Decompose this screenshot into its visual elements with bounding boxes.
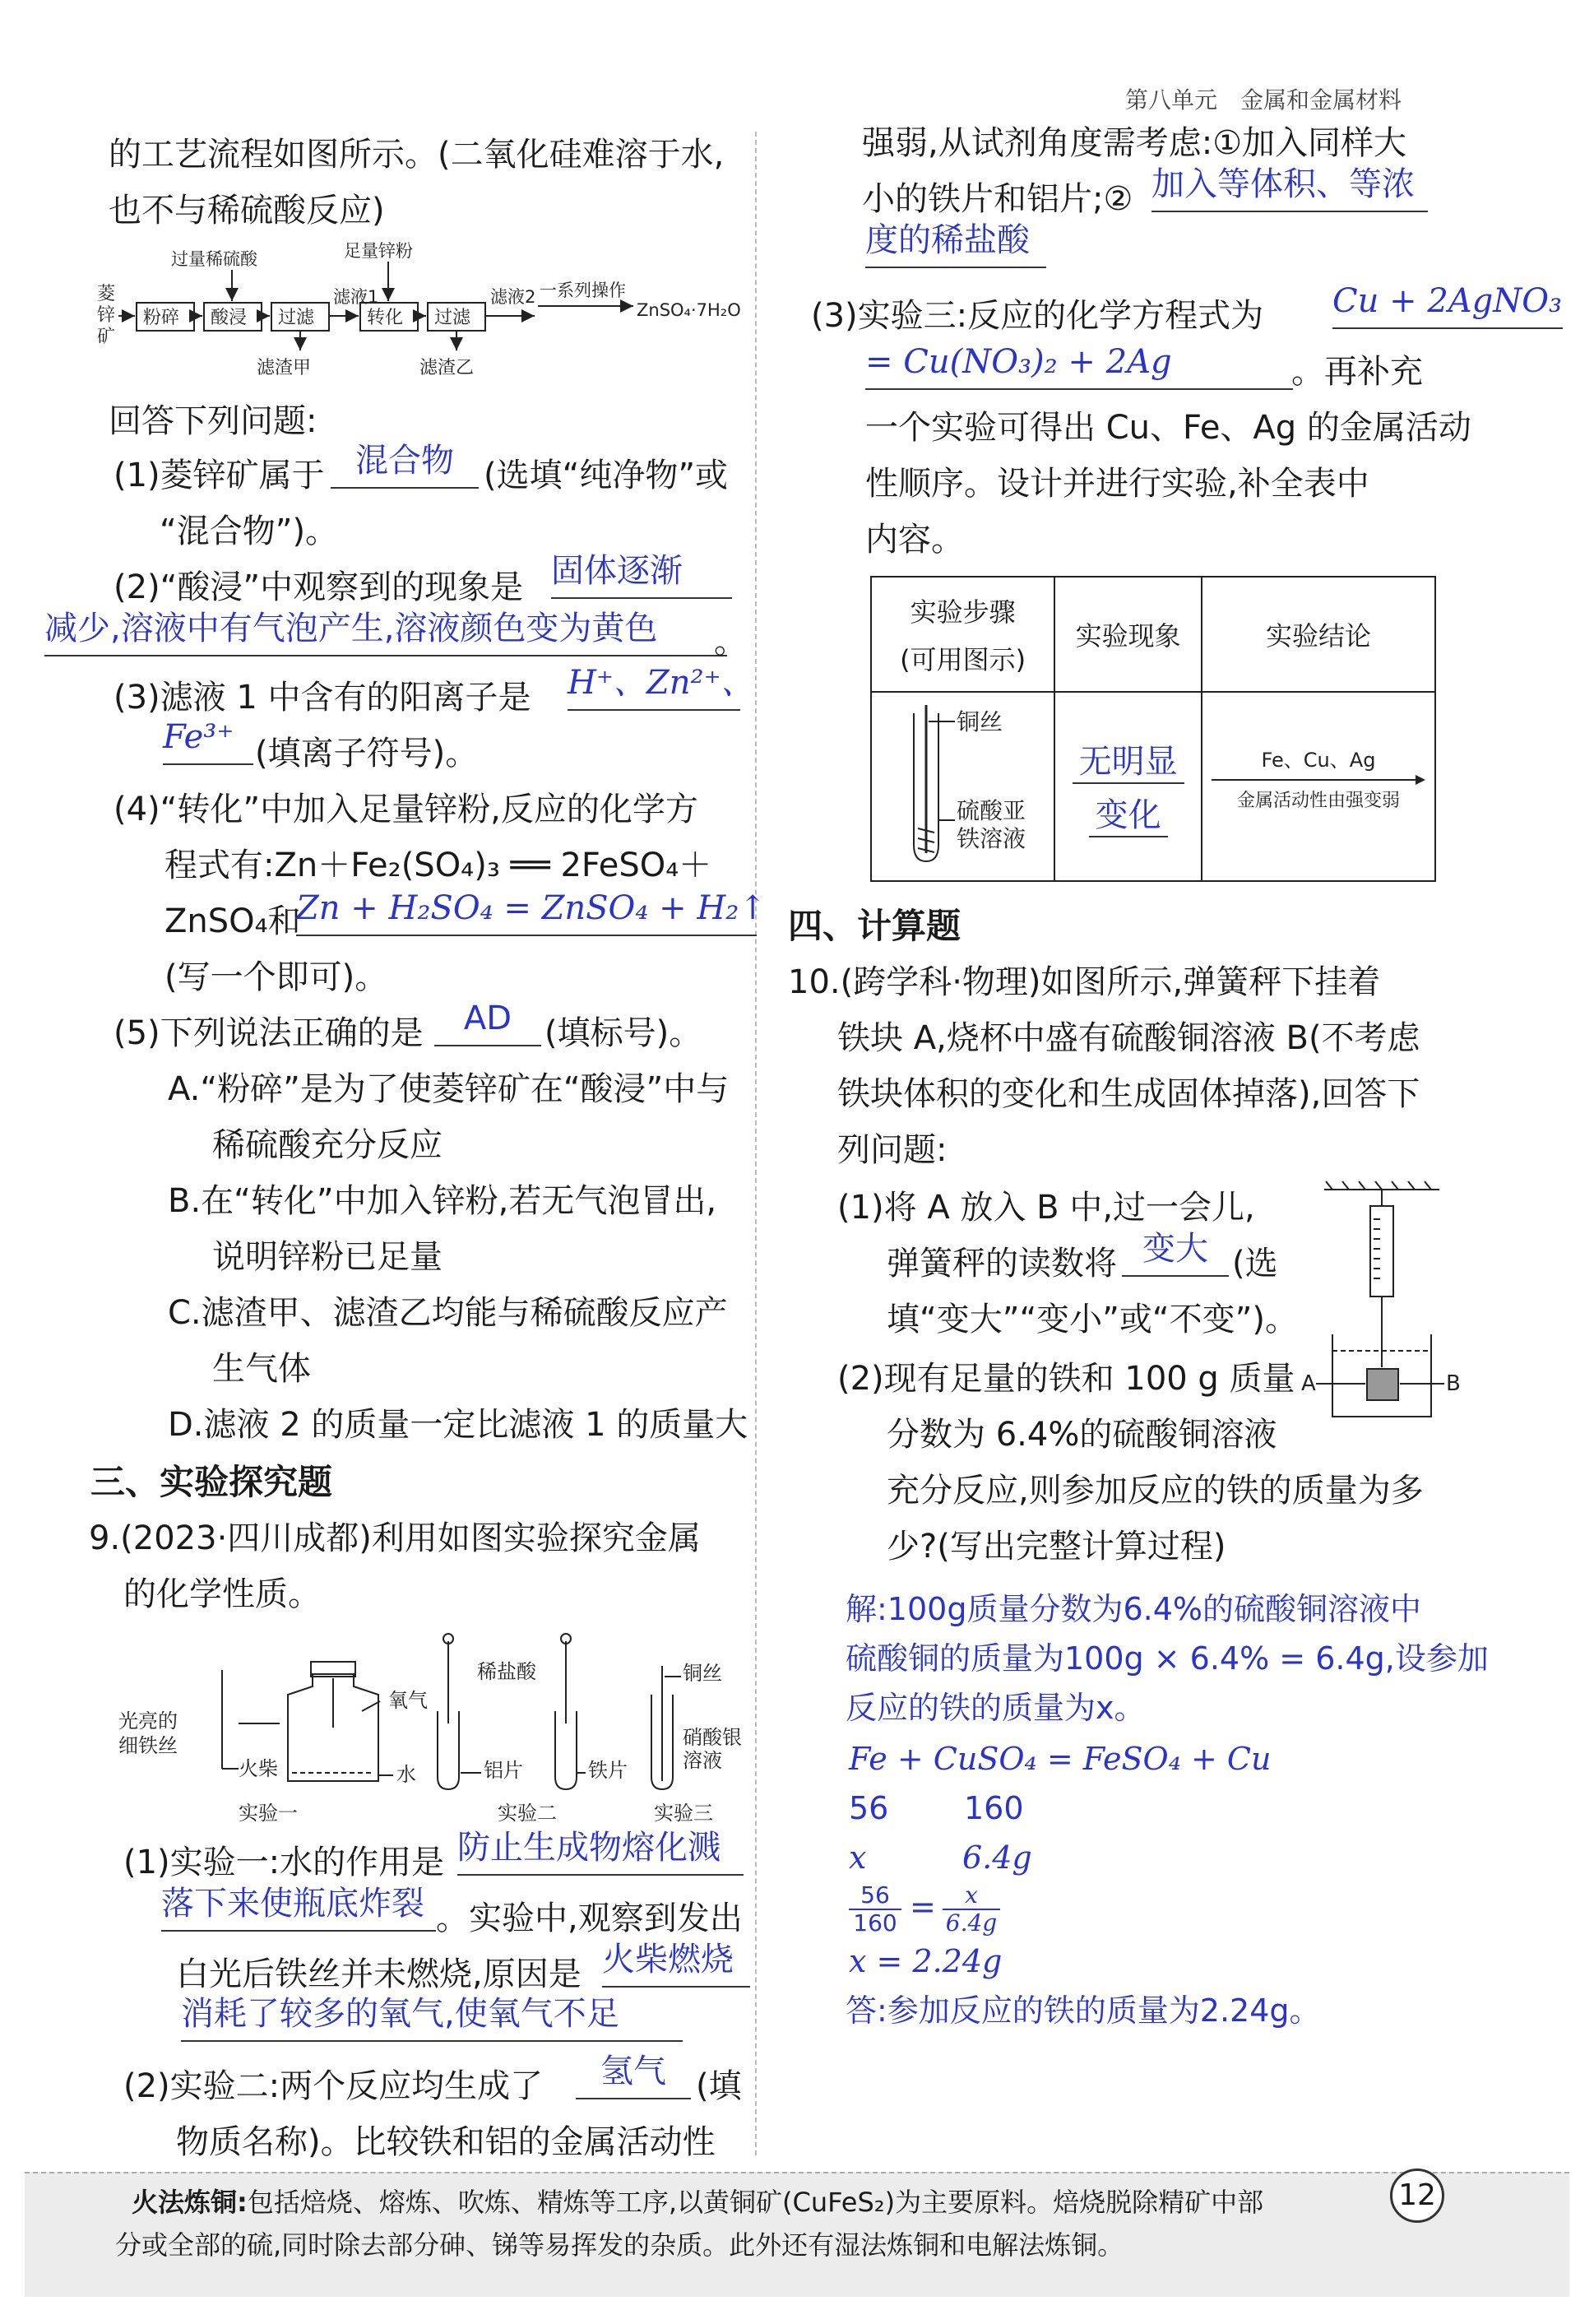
- solution-line1: 解:100g质量分数为6.4%的硫酸铜溶液中: [846, 1591, 1421, 1627]
- q4-text-c: ZnSO₄和: [164, 902, 301, 940]
- p2-text-b: 分数为 6.4%的硫酸铜溶液: [887, 1416, 1277, 1454]
- q9-text-a: 9.(2023·四川成都)利用如图实验探究金属: [89, 1519, 701, 1557]
- flow-step-leach-label: 酸浸: [211, 308, 248, 328]
- fig-agno3-label2: 溶液: [683, 1749, 722, 1772]
- q4-text-a: (4)“转化”中加入足量锌粉,反应的化学方: [114, 791, 698, 828]
- q5-answer-text: AD: [463, 1000, 512, 1037]
- q4-text-d: (写一个即可)。: [164, 958, 388, 996]
- q4-answer: [296, 885, 767, 936]
- q1-answer-text: 混合物: [355, 442, 454, 480]
- flow-ore: 菱锌矿: [97, 284, 116, 347]
- table-header-step-text: 实验步骤: [910, 596, 1016, 628]
- iron-block: [1367, 1369, 1398, 1400]
- table-step-figure: [881, 697, 1045, 870]
- p1-answer: [1122, 1226, 1229, 1277]
- q1-text-a: (1)菱锌矿属于: [114, 457, 325, 494]
- table-header-phenomenon: 实验现象: [1054, 577, 1202, 692]
- table-header-conclusion: 实验结论: [1202, 577, 1435, 692]
- solution-answer: 答:参加反应的铁的质量为2.24g。: [846, 1992, 1321, 2029]
- r3-answer-2-text: = Cu(NO₃)₂ + 2Ag: [865, 343, 1172, 381]
- r3-answer-1-text: Cu + 2AgNO₃: [1332, 282, 1563, 320]
- fig-fe-label: 铁片: [588, 1759, 628, 1782]
- q3-answer-1-text: H⁺、Zn²⁺、: [568, 664, 754, 702]
- q5-answer: [434, 995, 541, 1046]
- footer-text1: 包括焙烧、熔炼、吹炼、精炼等工序,以黄铜矿(CuFeS₂)为主要原料。焙烧脱除精矿中部: [247, 2187, 1264, 2218]
- prompt-text: 回答下列问题:: [109, 402, 317, 440]
- fig-wire-label2: 细铁丝: [118, 1734, 178, 1757]
- s1-answer-4-text: 消耗了较多的氧气,使氧气不足: [181, 1995, 619, 2033]
- fig-agno3-label: 硝酸银: [683, 1726, 742, 1749]
- table-cell-conclusion: [1202, 692, 1435, 881]
- s1-answer-3: [602, 1937, 750, 1988]
- r3-answer-2: [865, 339, 1293, 390]
- option-b-line1: B.在“转化”中加入锌粉,若无气泡冒出,: [168, 1182, 717, 1220]
- s1-answer-3-text: 火柴燃烧: [602, 1941, 734, 1978]
- table-conclusion-text: 金属活动性由强变弱: [1236, 791, 1401, 811]
- option-d: D.滤液 2 的质量一定比滤液 1 的质量大: [168, 1406, 748, 1444]
- table-sol-label2: 铁溶液: [956, 825, 1026, 852]
- fraction-equals: =: [910, 1889, 936, 1925]
- solution-mass-fe: 56: [849, 1790, 889, 1826]
- footer-line2: 分或全部的硫,同时除去部分砷、锑等易挥发的杂质。此外还有湿法炼铜和电解法炼铜。: [115, 2229, 1124, 2261]
- table-header-step-sub: (可用图示): [900, 644, 1026, 675]
- q3-text-b: (填离子符号)。: [255, 735, 479, 772]
- q2-text-a: (2)“酸浸”中观察到的现象是: [114, 568, 524, 606]
- q2-answer-2: [44, 605, 727, 656]
- fig-exp2-label: 实验二: [498, 1802, 557, 1825]
- r-line1: 强弱,从试剂角度需考虑:①加入同样大: [862, 124, 1407, 162]
- table-cell-phenomenon: [1054, 692, 1202, 881]
- solution-line2: 硫酸铜的质量为100g × 6.4% = 6.4g,设参加: [846, 1640, 1489, 1677]
- column-divider: [755, 132, 757, 2155]
- flow-step-crush-label: 粉碎: [143, 308, 180, 328]
- flow-ops: 一系列操作: [540, 281, 626, 300]
- intro-line2: 也不与稀硫酸反应): [109, 192, 385, 230]
- option-c-line2: 生气体: [212, 1350, 311, 1388]
- q10-text-a: 10.(跨学科·物理)如图所示,弹簧秤下挂着: [788, 963, 1381, 1001]
- s1-text-b: 。实验中,观察到发出: [436, 1900, 743, 1937]
- table-cu-label: 铜丝: [956, 708, 1003, 735]
- s1-answer-4: [181, 1991, 683, 2042]
- fig-exp3-label: 实验三: [654, 1802, 713, 1825]
- r-answer-2: [865, 217, 1046, 268]
- fig-oxygen-label: 氧气: [388, 1689, 428, 1712]
- q2-end: 。: [714, 623, 747, 661]
- fig-cu-label: 铜丝: [683, 1662, 722, 1685]
- fraction-2: [943, 1882, 1000, 1937]
- label-a: A: [1301, 1371, 1316, 1396]
- section-3-title: 三、实验探究题: [90, 1462, 333, 1502]
- table-phenomenon-line2: 变化: [1089, 789, 1168, 837]
- p1-text-a: (1)将 A 放入 B 中,过一会儿,: [837, 1189, 1255, 1227]
- q3-answer-2-text: Fe³⁺: [163, 718, 234, 756]
- q5-text-b: (填标号)。: [544, 1014, 702, 1052]
- option-a-line1: A.“粉碎”是为了使菱锌矿在“酸浸”中与: [168, 1070, 730, 1108]
- r3-text-a: (3)实验三:反应的化学方程式为: [811, 297, 1264, 335]
- table-conclusion-metals: Fe、Cu、Ag: [1261, 749, 1376, 772]
- q5-text-a: (5)下列说法正确的是: [114, 1014, 424, 1052]
- fraction-1: [849, 1882, 901, 1937]
- fig-hcl-label: 稀盐酸: [477, 1660, 536, 1683]
- r3-text-b: 。再补充: [1291, 353, 1423, 391]
- q2-answer-1: [551, 548, 732, 599]
- s1-text-c: 白光后铁丝并未燃烧,原因是: [176, 1955, 582, 1993]
- option-a-line2: 稀硫酸充分反应: [212, 1126, 443, 1164]
- q1-answer: [331, 438, 479, 489]
- s1-answer-1: [457, 1825, 744, 1876]
- solution-mass-cuso4: 160: [964, 1790, 1024, 1826]
- q2-answer-2-text: 减少,溶液中有气泡产生,溶液颜色变为黄色: [44, 610, 658, 647]
- spring-scale-figure: [1300, 1178, 1464, 1425]
- flow-reagent1: 过量稀硫酸: [171, 249, 257, 269]
- q10-text-b: 铁块 A,烧杯中盛有硫酸铜溶液 B(不考虑: [837, 1019, 1420, 1057]
- fraction-2-num: x: [943, 1882, 1000, 1910]
- s2-text-b: (填: [696, 2067, 742, 2105]
- fig-wire-label: 光亮的: [118, 1709, 178, 1733]
- q4-answer-text: Zn + H₂SO₄ = ZnSO₄ + H₂↑: [296, 889, 767, 927]
- fig-match-label: 火柴: [239, 1757, 278, 1780]
- s1-answer-1-text: 防止生成物熔化溅: [457, 1829, 721, 1867]
- unit-title: 金属和金属材料: [1240, 86, 1402, 114]
- flow-step-filter2-label: 过滤: [434, 308, 471, 328]
- flow-residue2: 滤渣乙: [419, 358, 475, 378]
- option-c-line1: C.滤渣甲、滤渣乙均能与稀硫酸反应产: [168, 1294, 728, 1332]
- q2-answer-1-text: 固体逐渐: [551, 552, 683, 590]
- s2-text-c: 物质名称)。比较铁和铝的金属活动性: [176, 2123, 716, 2161]
- q3-text-a: (3)滤液 1 中含有的阳离子是: [114, 679, 531, 717]
- r-answer-2-text: 度的稀盐酸: [865, 221, 1030, 259]
- p1-text-b: 弹簧秤的读数将: [887, 1245, 1117, 1283]
- process-flow-diagram: [90, 240, 765, 388]
- s2-answer: [576, 2048, 691, 2099]
- s1-answer-2: [161, 1881, 436, 1932]
- flow-reagent2: 足量锌粉: [344, 241, 413, 261]
- p1-text-c: (选: [1232, 1245, 1278, 1283]
- flow-step-convert-label: 转化: [367, 308, 404, 328]
- r-line7: 性顺序。设计并进行实验,补全表中: [865, 465, 1369, 503]
- unit-label: 第八单元: [1125, 86, 1218, 114]
- table-conclusion-figure: [1203, 734, 1434, 833]
- footer-line1: [132, 2182, 1263, 2223]
- r3-answer-1: [1332, 278, 1563, 329]
- q4-text-b: 程式有:Zn＋Fe₂(SO₄)₃ ══ 2FeSO₄＋: [164, 847, 712, 884]
- intro-line1: 的工艺流程如图所示。(二氧化硅难溶于水,: [109, 136, 725, 174]
- table-phenomenon-line1: 无明显: [1073, 735, 1184, 784]
- table-cell-step: [871, 692, 1054, 881]
- footer-title: 火法炼铜:: [132, 2187, 248, 2218]
- fig-al-label: 铝片: [484, 1759, 523, 1782]
- page-number: 12: [1390, 2169, 1444, 2223]
- p2-text-d: 少?(写出完整计算过程): [887, 1528, 1226, 1566]
- fig-exp1-label: 实验一: [239, 1802, 298, 1825]
- fig-water-label: 水: [396, 1763, 416, 1786]
- fraction-2-den: 6.4g: [945, 1909, 998, 1937]
- experiment-table: [870, 576, 1436, 882]
- p2-text-a: (2)现有足量的铁和 100 g 质量: [837, 1360, 1295, 1398]
- q10-text-c: 铁块体积的变化和生成固体掉落),回答下: [837, 1075, 1420, 1113]
- q3-answer-1: [568, 660, 754, 711]
- r-answer-1-text: 加入等体积、等浓: [1151, 165, 1415, 203]
- option-b-line2: 说明锌粉已足量: [212, 1238, 443, 1276]
- fraction-1-den: 160: [853, 1909, 897, 1937]
- r-answer-1: [1151, 161, 1428, 212]
- s1-answer-2-text: 落下来使瓶底炸裂: [161, 1885, 424, 1923]
- section-4-title: 四、计算题: [788, 906, 961, 946]
- p2-text-c: 充分反应,则参加反应的铁的质量为多: [887, 1472, 1424, 1510]
- p1-answer-text: 变大: [1142, 1230, 1208, 1268]
- s2-text-a: (2)实验二:两个反应均生成了: [123, 2067, 544, 2105]
- s1-text-a: (1)实验一:水的作用是: [123, 1844, 445, 1881]
- flow-filtrate2: 滤液2: [490, 287, 536, 307]
- fraction-1-num: 56: [849, 1882, 901, 1910]
- q9-text-b: 的化学性质。: [123, 1575, 321, 1613]
- flow-step-filter1-label: 过滤: [278, 308, 315, 328]
- experiment-figure: [115, 1629, 757, 1826]
- r-line6: 一个实验可得出 Cu、Fe、Ag 的金属活动: [865, 409, 1471, 447]
- q1-text-c: “混合物”)。: [160, 513, 339, 550]
- solution-x: x: [849, 1839, 867, 1876]
- q10-text-d: 列问题:: [837, 1131, 948, 1169]
- label-b: B: [1446, 1371, 1461, 1396]
- solution-equation: Fe + CuSO₄ = FeSO₄ + Cu: [849, 1741, 1272, 1777]
- r-line8: 内容。: [865, 521, 964, 559]
- solution-line3: 反应的铁的质量为x。: [846, 1690, 1146, 1726]
- s2-answer-text: 氢气: [600, 2053, 666, 2090]
- q3-answer-2: [163, 714, 253, 765]
- flow-filtrate1: 滤液1: [333, 287, 379, 307]
- flow-product: ZnSO₄·7H₂O: [637, 300, 741, 320]
- r-line2: 小的铁片和铝片;②: [862, 180, 1133, 218]
- solution-result: x = 2.24g: [849, 1943, 1003, 1979]
- solution-6-4g: 6.4g: [962, 1839, 1032, 1876]
- p1-text-d: 填“变大”“变小”或“不变”)。: [887, 1301, 1298, 1338]
- flow-residue1: 滤渣甲: [257, 358, 312, 378]
- q1-text-b: (选填“纯净物”或: [484, 457, 729, 494]
- table-sol-label: 硫酸亚: [956, 797, 1026, 824]
- table-header-step: [871, 577, 1054, 692]
